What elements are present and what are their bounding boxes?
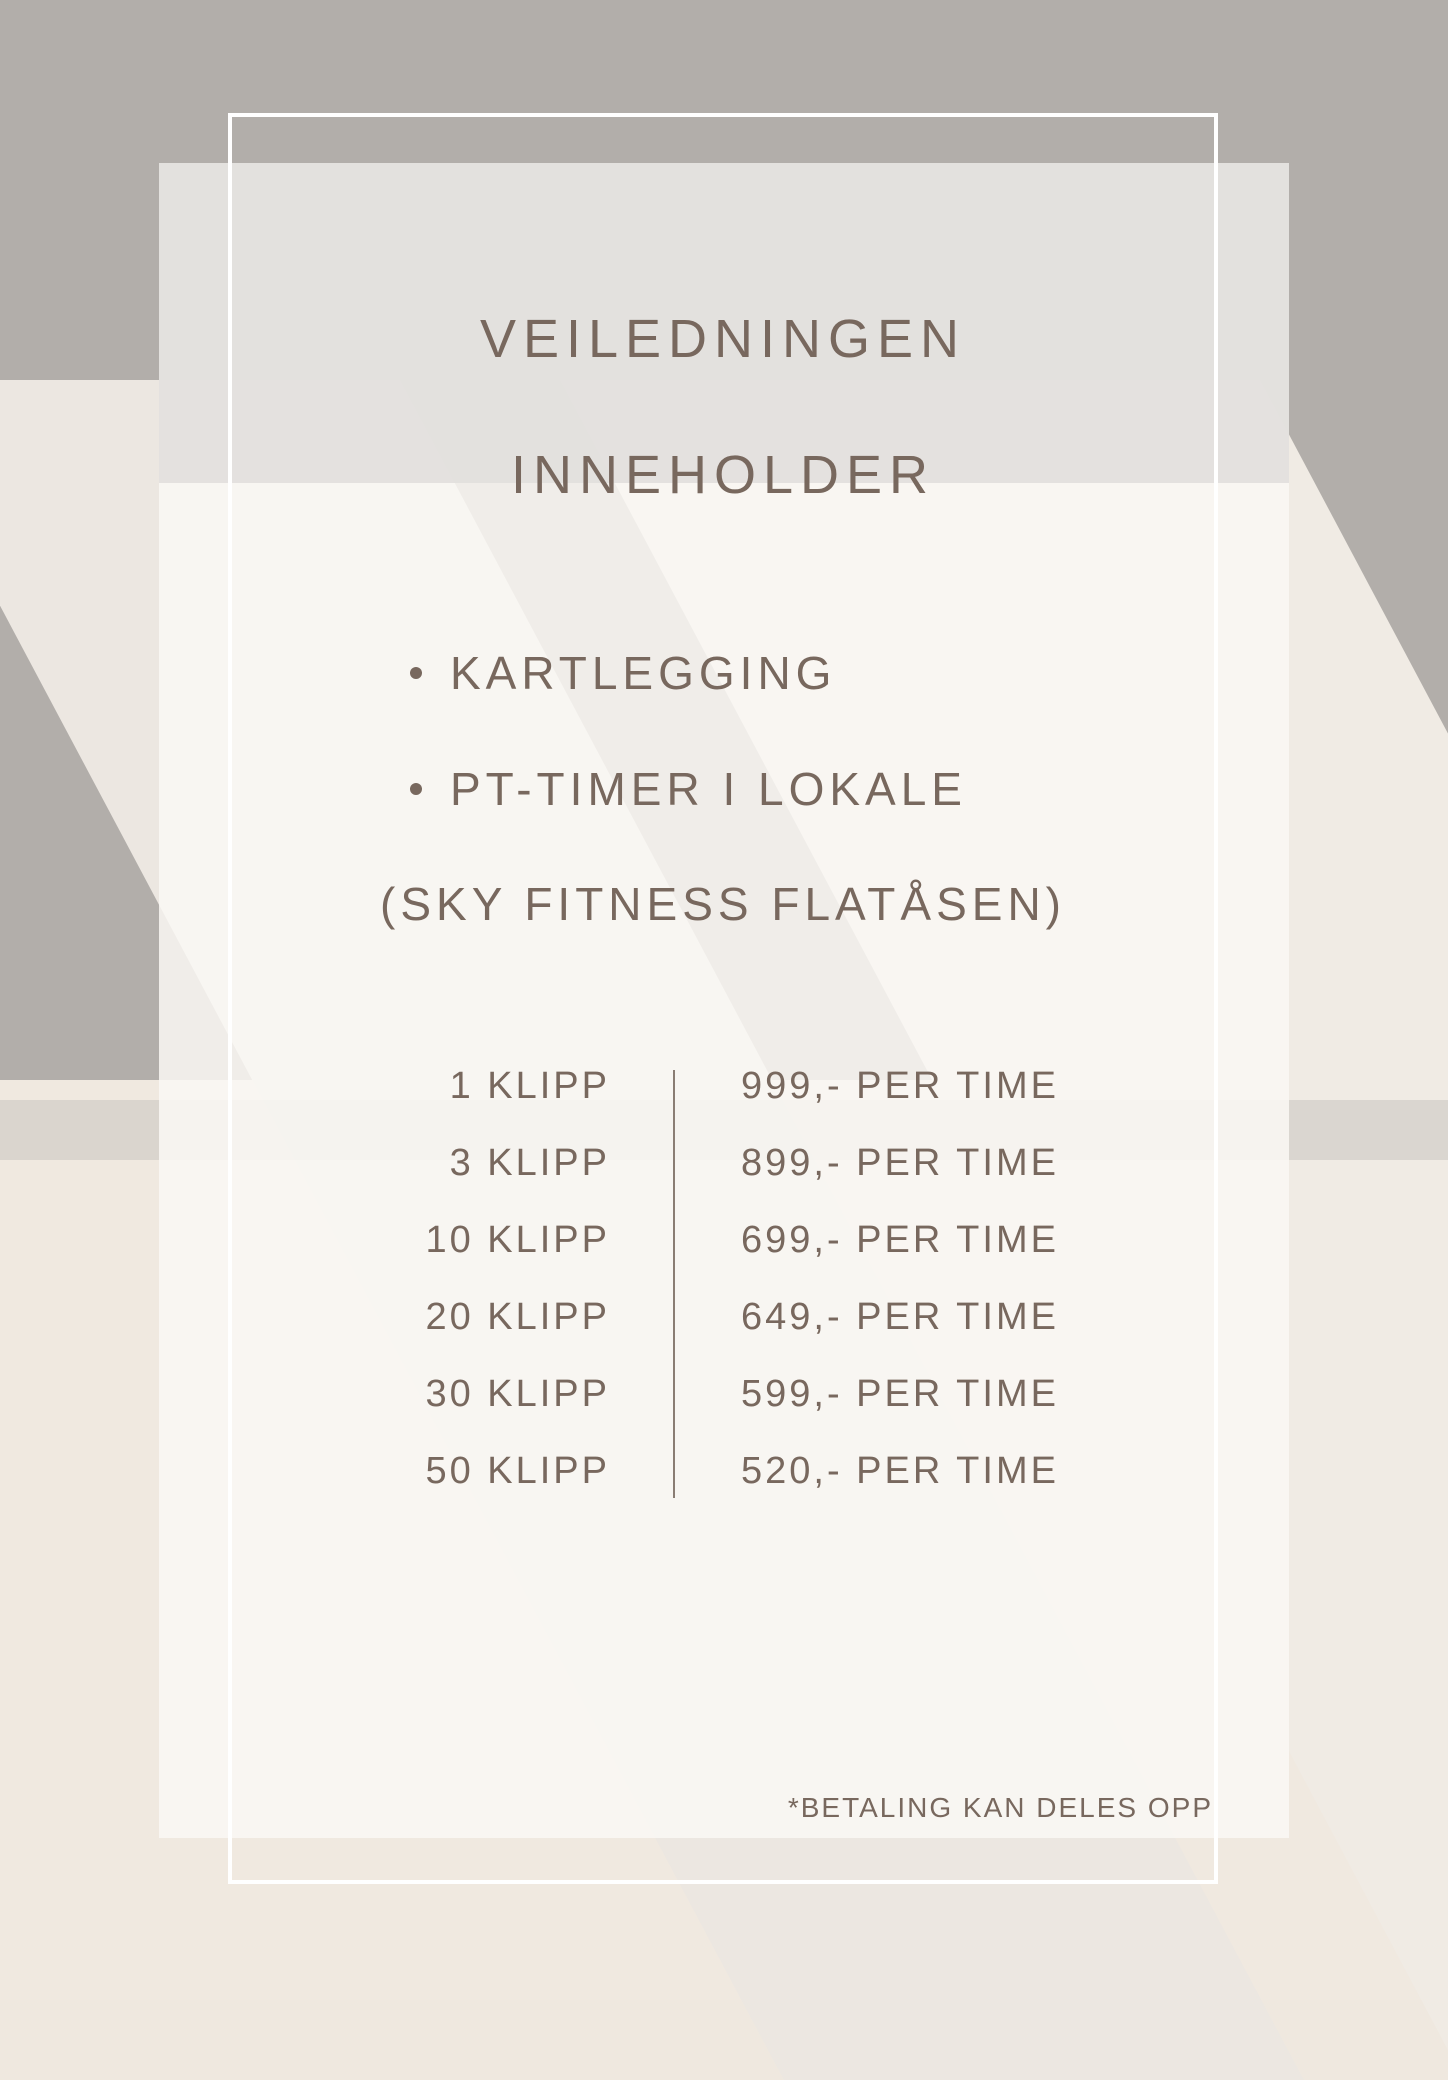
list-item bbox=[410, 646, 836, 700]
price-row bbox=[300, 1373, 1100, 1450]
price-quantity: 20 KLIPP bbox=[425, 1296, 610, 1338]
heading-line-1: VEILEDNINGEN bbox=[479, 309, 967, 369]
bullet-icon bbox=[410, 783, 422, 795]
price-value: 999,- PER TIME bbox=[741, 1065, 1059, 1107]
price-divider bbox=[673, 1070, 675, 1498]
price-row bbox=[300, 1065, 1100, 1142]
price-row bbox=[300, 1296, 1100, 1373]
price-value: 899,- PER TIME bbox=[741, 1142, 1059, 1184]
price-row bbox=[300, 1142, 1100, 1219]
price-quantity: 50 KLIPP bbox=[425, 1450, 610, 1492]
price-value: 520,- PER TIME bbox=[741, 1450, 1059, 1492]
payment-footnote: *BETALING KAN DELES OPP bbox=[787, 1792, 1213, 1823]
list-item-label: PT-TIMER I LOKALE bbox=[450, 763, 967, 815]
price-quantity: 3 KLIPP bbox=[449, 1142, 610, 1184]
location-text: (SKY FITNESS FLATÅSEN) bbox=[380, 878, 1066, 930]
heading-line-2: INNEHOLDER bbox=[510, 445, 936, 505]
price-quantity: 10 KLIPP bbox=[425, 1219, 610, 1261]
price-quantity: 1 KLIPP bbox=[449, 1065, 610, 1107]
list-item-label: KARTLEGGING bbox=[450, 647, 837, 699]
price-row bbox=[300, 1450, 1100, 1527]
price-value: 699,- PER TIME bbox=[741, 1219, 1059, 1261]
price-value: 649,- PER TIME bbox=[741, 1296, 1059, 1338]
price-row bbox=[300, 1219, 1100, 1296]
white-frame bbox=[228, 113, 1218, 1884]
bullet-icon bbox=[410, 667, 422, 679]
price-value: 599,- PER TIME bbox=[741, 1373, 1059, 1415]
price-quantity: 30 KLIPP bbox=[425, 1373, 610, 1415]
list-item bbox=[410, 762, 967, 816]
price-list bbox=[300, 1065, 1100, 1527]
